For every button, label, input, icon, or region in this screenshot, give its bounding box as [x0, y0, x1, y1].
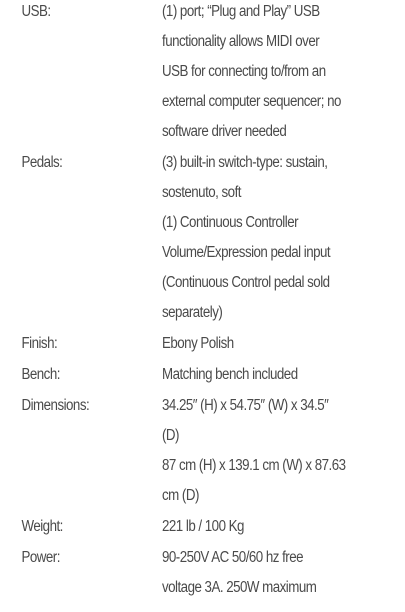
spec-label-bench: Bench:: [21, 366, 60, 383]
spec-value-line: Volume/Expression pedal input: [162, 244, 331, 261]
spec-value-line: sostenuto, soft: [162, 184, 241, 201]
spec-value-line: (D): [162, 427, 179, 444]
spec-label-dimensions: Dimensions:: [21, 397, 90, 414]
spec-value-dimensions: [162, 391, 402, 511]
spec-label-pedals: Pedals:: [21, 154, 63, 171]
spec-value-line: (1) port; “Plug and Play” USB: [162, 3, 320, 20]
spec-value-usb: [162, 0, 402, 147]
spec-value-line: 87 cm (H) x 139.1 cm (W) x 87.63: [162, 457, 346, 474]
spec-row-bench: [0, 360, 405, 391]
spec-value-line: functionality allows MIDI over: [162, 33, 320, 50]
spec-value-line: (Continuous Control pedal sold: [162, 274, 330, 291]
spec-label-power: Power:: [21, 549, 60, 566]
spec-value-line: 34.25″ (H) x 54.75″ (W) x 34.5″: [162, 397, 329, 414]
spec-row-finish: [0, 329, 405, 360]
spec-value-line: external computer sequencer; no: [162, 93, 341, 110]
spec-row-dimensions: [0, 391, 405, 512]
spec-value-pedals: [162, 148, 402, 328]
spec-value-bench: [162, 360, 402, 390]
spec-row-pedals: [0, 148, 405, 329]
spec-row-weight: [0, 512, 405, 543]
spec-row-power: [0, 543, 405, 604]
spec-value-weight: [162, 512, 402, 542]
spec-label-finish: Finish:: [21, 335, 58, 352]
spec-row-usb: [0, 0, 405, 148]
spec-label-usb: USB:: [21, 3, 51, 20]
spec-value-line: voltage 3A. 250W maximum: [162, 579, 317, 596]
spec-value-line: (3) built-in switch-type: sustain,: [162, 154, 328, 171]
spec-value-line: (1) Continuous Controller: [162, 214, 299, 231]
spec-value-line: Ebony Polish: [162, 335, 234, 352]
spec-value-line: cm (D): [162, 487, 199, 504]
spec-value-line: 90-250V AC 50/60 hz free: [162, 549, 304, 566]
spec-value-line: separately): [162, 304, 223, 321]
spec-label-weight: Weight:: [21, 518, 63, 535]
spec-value-power: [162, 543, 402, 603]
spec-value-line: Matching bench included: [162, 366, 298, 383]
spec-value-line: USB for connecting to/from an: [162, 63, 326, 80]
spec-value-line: software driver needed: [162, 123, 287, 140]
spec-value-finish: [162, 329, 402, 359]
spec-value-line: 221 lb / 100 Kg: [162, 518, 244, 535]
